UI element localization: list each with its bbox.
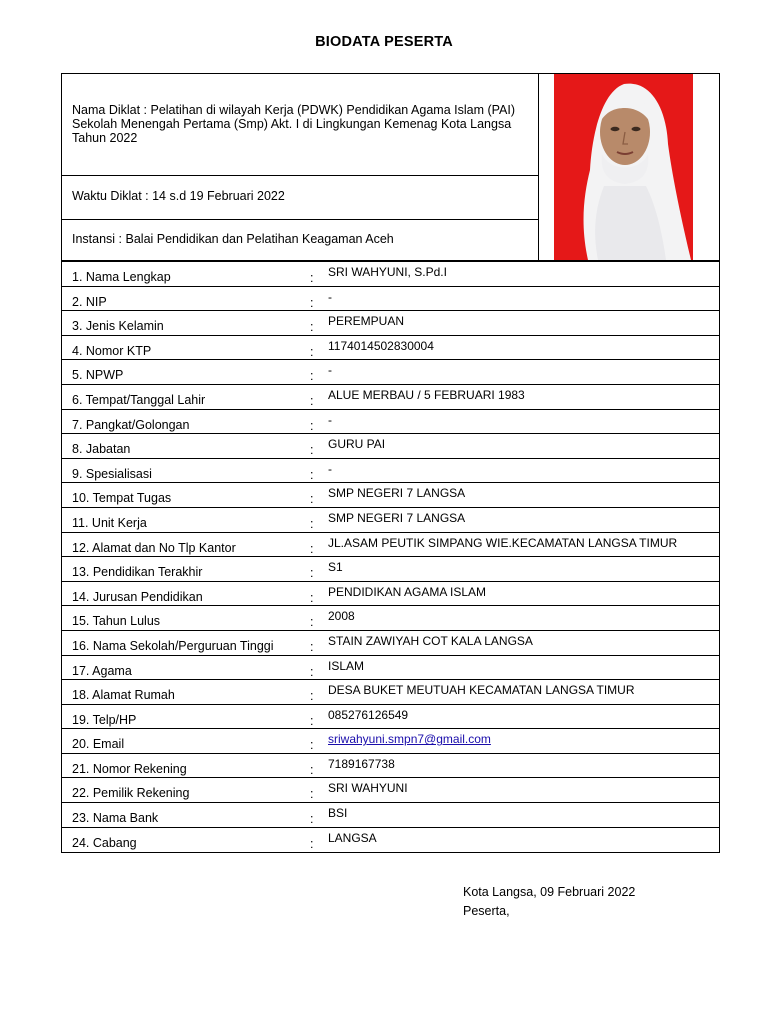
field-separator: : bbox=[310, 713, 314, 728]
field-separator: : bbox=[310, 320, 314, 335]
field-label: 8. Jabatan bbox=[72, 442, 131, 457]
field-value: PENDIDIKAN AGAMA ISLAM bbox=[328, 584, 487, 599]
field-separator: : bbox=[310, 738, 314, 753]
signature-role: Peserta, bbox=[463, 904, 510, 918]
table-row bbox=[62, 287, 719, 312]
waktu-diklat: Waktu Diklat : 14 s.d 19 Februari 2022 bbox=[62, 176, 538, 220]
field-label: 22. Pemilik Rekening bbox=[72, 786, 190, 801]
place-date: Kota Langsa, 09 Februari 2022 bbox=[463, 885, 636, 899]
field-separator: : bbox=[310, 418, 314, 433]
table-row bbox=[62, 557, 719, 582]
field-separator: : bbox=[310, 812, 314, 827]
field-value: JL.ASAM PEUTIK SIMPANG WIE.KECAMATAN LANGSA TIMUR bbox=[328, 535, 678, 550]
field-separator: : bbox=[310, 516, 314, 531]
field-separator: : bbox=[310, 639, 314, 654]
field-label: 19. Telp/HP bbox=[72, 712, 137, 727]
table-row bbox=[62, 705, 719, 730]
field-value: SMP NEGERI 7 LANGSA bbox=[328, 486, 466, 501]
field-label: 7. Pangkat/Golongan bbox=[72, 417, 190, 432]
diklat-header bbox=[61, 73, 720, 261]
table-row bbox=[62, 483, 719, 508]
field-separator: : bbox=[310, 541, 314, 556]
field-label: 12. Alamat dan No Tlp Kantor bbox=[72, 540, 236, 555]
field-label: 24. Cabang bbox=[72, 835, 137, 850]
table-row bbox=[62, 680, 719, 705]
field-separator: : bbox=[310, 492, 314, 507]
nama-diklat: Nama Diklat : Pelatihan di wilayah Kerja (PDWK) Pendidikan Agama Islam (PAI) Sekolah Menengah Pertama (Smp) Akt. I di Lingkungan Kemenag Kota Langsa Tahun 2022 bbox=[62, 74, 538, 176]
field-value: 1174014502830004 bbox=[328, 338, 434, 353]
table-row bbox=[62, 410, 719, 435]
field-separator: : bbox=[310, 393, 314, 408]
diklat-info bbox=[62, 74, 539, 260]
field-label: 6. Tempat/Tanggal Lahir bbox=[72, 392, 206, 407]
field-label: 1. Nama Lengkap bbox=[72, 270, 171, 284]
field-separator: : bbox=[310, 369, 314, 384]
field-value: 2008 bbox=[328, 609, 355, 624]
table-row bbox=[62, 656, 719, 681]
table-row bbox=[62, 729, 719, 754]
field-separator: : bbox=[310, 590, 314, 605]
field-value: S1 bbox=[328, 560, 343, 575]
table-row bbox=[62, 311, 719, 336]
field-label: 15. Tahun Lulus bbox=[72, 614, 161, 629]
table-row bbox=[62, 754, 719, 779]
field-value: SMP NEGERI 7 LANGSA bbox=[328, 510, 466, 525]
field-value: PEREMPUAN bbox=[328, 314, 405, 329]
field-value: - bbox=[328, 363, 332, 378]
table-row bbox=[62, 533, 719, 558]
field-label: 13. Pendidikan Terakhir bbox=[72, 565, 203, 580]
field-label: 23. Nama Bank bbox=[72, 811, 159, 826]
table-row bbox=[62, 803, 719, 828]
field-separator: : bbox=[310, 443, 314, 458]
table-row bbox=[62, 778, 719, 803]
field-label: 3. Jenis Kelamin bbox=[72, 319, 164, 334]
table-row bbox=[62, 582, 719, 607]
field-label: 17. Agama bbox=[72, 663, 132, 678]
field-separator: : bbox=[310, 664, 314, 679]
field-value: SRI WAHYUNI, S.Pd.I bbox=[328, 265, 447, 279]
field-value: ALUE MERBAU / 5 FEBRUARI 1983 bbox=[328, 387, 525, 402]
field-separator: : bbox=[310, 566, 314, 581]
table-row bbox=[62, 360, 719, 385]
participant-photo bbox=[554, 74, 693, 260]
field-label: 2. NIP bbox=[72, 294, 107, 309]
field-value: SRI WAHYUNI bbox=[328, 781, 408, 796]
table-row bbox=[62, 606, 719, 631]
signature-block bbox=[463, 883, 635, 921]
email-link[interactable]: sriwahyuni.smpn7@gmail.com bbox=[328, 732, 491, 747]
field-separator: : bbox=[310, 344, 314, 359]
field-separator: : bbox=[310, 762, 314, 777]
field-value: DESA BUKET MEUTUAH KECAMATAN LANGSA TIMUR bbox=[328, 683, 635, 698]
field-label: 10. Tempat Tugas bbox=[72, 491, 172, 506]
field-label: 5. NPWP bbox=[72, 368, 124, 383]
field-separator: : bbox=[310, 467, 314, 482]
table-row bbox=[62, 434, 719, 459]
field-separator: : bbox=[310, 689, 314, 704]
field-value: - bbox=[328, 289, 332, 304]
field-value: GURU PAI bbox=[328, 437, 386, 452]
field-label: 21. Nomor Rekening bbox=[72, 761, 187, 776]
field-label: 4. Nomor KTP bbox=[72, 343, 152, 358]
table-row bbox=[62, 828, 719, 853]
field-label: 20. Email bbox=[72, 737, 125, 752]
table-row bbox=[62, 336, 719, 361]
field-label: 9. Spesialisasi bbox=[72, 466, 152, 481]
field-value: STAIN ZAWIYAH COT KALA LANGSA bbox=[328, 633, 533, 648]
field-value: BSI bbox=[328, 806, 348, 821]
field-separator: : bbox=[310, 615, 314, 630]
field-separator: : bbox=[310, 271, 314, 285]
table-row bbox=[62, 459, 719, 484]
table-row bbox=[62, 631, 719, 656]
field-value: - bbox=[328, 461, 332, 476]
document-title: BIODATA PESERTA bbox=[315, 34, 453, 50]
table-row bbox=[62, 508, 719, 533]
participant-portrait-icon bbox=[554, 74, 693, 260]
field-label: 16. Nama Sekolah/Perguruan Tinggi bbox=[72, 638, 274, 653]
field-value: 7189167738 bbox=[328, 756, 395, 771]
instansi: Instansi : Balai Pendidikan dan Pelatihan Keagaman Aceh bbox=[72, 232, 394, 246]
biodata-table bbox=[61, 261, 720, 853]
field-separator: : bbox=[310, 295, 314, 310]
field-label: 18. Alamat Rumah bbox=[72, 688, 175, 703]
table-row bbox=[62, 385, 719, 410]
field-value: 085276126549 bbox=[328, 707, 409, 722]
field-label: 11. Unit Kerja bbox=[72, 515, 147, 530]
field-separator: : bbox=[310, 787, 314, 802]
field-value: LANGSA bbox=[328, 830, 377, 845]
field-value: ISLAM bbox=[328, 658, 365, 673]
field-value: - bbox=[328, 412, 332, 427]
table-row bbox=[62, 262, 719, 287]
field-separator: : bbox=[310, 836, 314, 851]
field-label: 14. Jurusan Pendidikan bbox=[72, 589, 203, 604]
